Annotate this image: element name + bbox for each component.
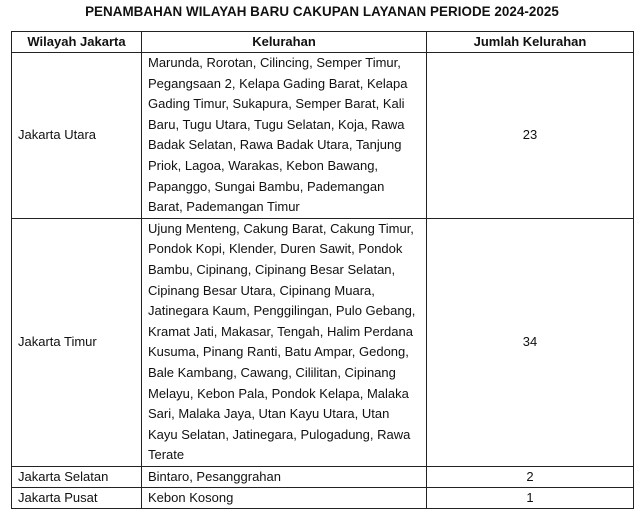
header-jumlah: Jumlah Kelurahan xyxy=(427,32,634,53)
cell-kelurahan: Kebon Kosong xyxy=(142,487,427,508)
table-row xyxy=(12,53,634,219)
cell-wilayah: Jakarta Pusat xyxy=(12,487,142,508)
cell-wilayah: Jakarta Timur xyxy=(12,218,142,466)
table-row xyxy=(12,466,634,487)
cell-wilayah: Jakarta Utara xyxy=(12,53,142,219)
header-kelurahan: Kelurahan xyxy=(142,32,427,53)
header-wilayah: Wilayah Jakarta xyxy=(12,32,142,53)
table-row xyxy=(12,487,634,508)
table-header-row xyxy=(12,32,634,53)
coverage-table xyxy=(11,31,634,509)
cell-kelurahan: Ujung Menteng, Cakung Barat, Cakung Timur, Pondok Kopi, Klender, Duren Sawit, Pondok Bambu, Cipinang, Cipinang Besar Selatan, Cipinang Besar Utara, Cipinang Muara, Jatinegara Kaum, Penggilingan, Pulo Gebang, Kramat Jati, Makasar, Tengah, Halim Perdana Kusuma, Pinang Ranti, Batu Ampar, Gedong, Bale Kambang, Cawang, Cililitan, Cipinang Melayu, Kebon Pala, Pondok Kelapa, Malaka Sari, Malaka Jaya, Utan Kayu Utara, Utan Kayu Selatan, Jatinegara, Pulogadung, Rawa Terate xyxy=(142,218,427,466)
cell-jumlah: 34 xyxy=(427,218,634,466)
cell-kelurahan: Bintaro, Pesanggrahan xyxy=(142,466,427,487)
cell-wilayah: Jakarta Selatan xyxy=(12,466,142,487)
cell-jumlah: 1 xyxy=(427,487,634,508)
table-row xyxy=(12,218,634,466)
cell-jumlah: 23 xyxy=(427,53,634,219)
cell-kelurahan: Marunda, Rorotan, Cilincing, Semper Timur, Pegangsaan 2, Kelapa Gading Barat, Kelapa Gading Timur, Sukapura, Semper Barat, Kali Baru, Tugu Utara, Tugu Selatan, Koja, Rawa Badak Selatan, Rawa Badak Utara, Tanjung Priok, Lagoa, Warakas, Kebon Bawang, Papanggo, Sungai Bambu, Pademangan Barat, Pademangan Timur xyxy=(142,53,427,219)
cell-jumlah: 2 xyxy=(427,466,634,487)
document-title: PENAMBAHAN WILAYAH BARU CAKUPAN LAYANAN PERIODE 2024-2025 xyxy=(85,4,559,19)
